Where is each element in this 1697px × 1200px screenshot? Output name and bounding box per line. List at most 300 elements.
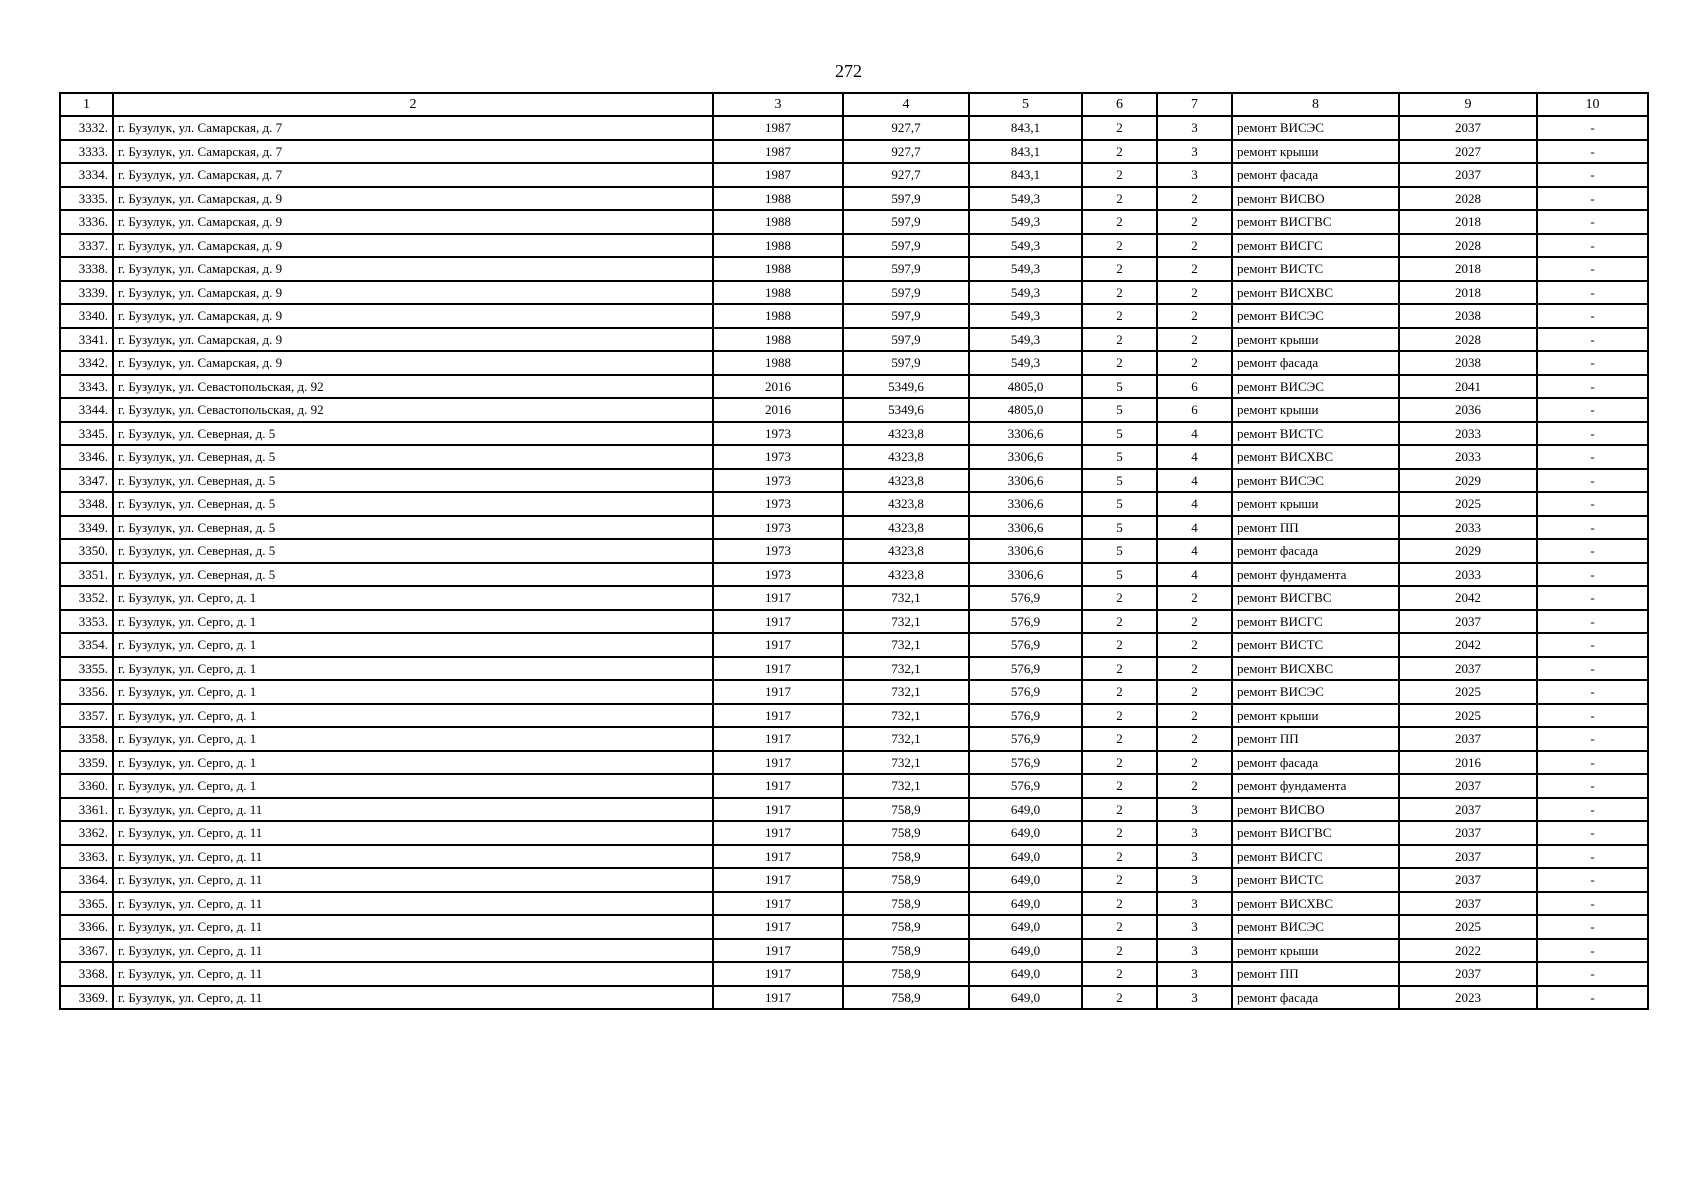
cell-entrances: 2 <box>1157 187 1232 211</box>
cell-address: г. Бузулук, ул. Самарская, д. 7 <box>113 163 713 187</box>
cell-total-area: 597,9 <box>843 351 969 375</box>
cell-note: - <box>1537 939 1648 963</box>
cell-living-area: 3306,6 <box>969 516 1082 540</box>
cell-total-area: 597,9 <box>843 234 969 258</box>
cell-floors: 2 <box>1082 586 1157 610</box>
cell-floors: 5 <box>1082 492 1157 516</box>
cell-row-number: 3337. <box>60 234 113 258</box>
cell-total-area: 597,9 <box>843 187 969 211</box>
cell-note: - <box>1537 351 1648 375</box>
cell-year-built: 1917 <box>713 845 843 869</box>
cell-year-built: 1917 <box>713 798 843 822</box>
cell-row-number: 3338. <box>60 257 113 281</box>
column-header-4: 4 <box>843 93 969 116</box>
cell-entrances: 3 <box>1157 868 1232 892</box>
column-header-3: 3 <box>713 93 843 116</box>
cell-living-area: 576,9 <box>969 586 1082 610</box>
cell-year-built: 1917 <box>713 774 843 798</box>
cell-row-number: 3359. <box>60 751 113 775</box>
cell-year-built: 1917 <box>713 751 843 775</box>
cell-total-area: 758,9 <box>843 915 969 939</box>
cell-year-built: 1988 <box>713 351 843 375</box>
cell-entrances: 3 <box>1157 116 1232 140</box>
table-row <box>60 892 1648 916</box>
table-row <box>60 257 1648 281</box>
cell-planned-year: 2037 <box>1399 116 1537 140</box>
cell-living-area: 576,9 <box>969 774 1082 798</box>
cell-address: г. Бузулук, ул. Серго, д. 11 <box>113 892 713 916</box>
cell-work-type: ремонт крыши <box>1232 140 1399 164</box>
cell-address: г. Бузулук, ул. Серго, д. 11 <box>113 845 713 869</box>
table-row <box>60 422 1648 446</box>
table-row <box>60 633 1648 657</box>
cell-row-number: 3348. <box>60 492 113 516</box>
cell-address: г. Бузулук, ул. Самарская, д. 9 <box>113 328 713 352</box>
cell-year-built: 1917 <box>713 680 843 704</box>
cell-living-area: 549,3 <box>969 257 1082 281</box>
cell-total-area: 732,1 <box>843 633 969 657</box>
cell-row-number: 3344. <box>60 398 113 422</box>
cell-planned-year: 2042 <box>1399 633 1537 657</box>
cell-address: г. Бузулук, ул. Северная, д. 5 <box>113 422 713 446</box>
cell-floors: 5 <box>1082 516 1157 540</box>
cell-work-type: ремонт ВИСТС <box>1232 257 1399 281</box>
cell-entrances: 3 <box>1157 821 1232 845</box>
cell-living-area: 649,0 <box>969 845 1082 869</box>
table-row <box>60 845 1648 869</box>
cell-address: г. Бузулук, ул. Самарская, д. 9 <box>113 281 713 305</box>
cell-note: - <box>1537 116 1648 140</box>
cell-work-type: ремонт ВИСЭС <box>1232 469 1399 493</box>
cell-work-type: ремонт ВИСХВС <box>1232 445 1399 469</box>
cell-row-number: 3333. <box>60 140 113 164</box>
cell-address: г. Бузулук, ул. Самарская, д. 9 <box>113 257 713 281</box>
cell-living-area: 649,0 <box>969 939 1082 963</box>
cell-year-built: 1987 <box>713 163 843 187</box>
cell-work-type: ремонт ВИСХВС <box>1232 281 1399 305</box>
cell-floors: 2 <box>1082 845 1157 869</box>
cell-row-number: 3356. <box>60 680 113 704</box>
cell-floors: 2 <box>1082 210 1157 234</box>
cell-floors: 2 <box>1082 915 1157 939</box>
cell-note: - <box>1537 962 1648 986</box>
cell-row-number: 3332. <box>60 116 113 140</box>
cell-floors: 2 <box>1082 234 1157 258</box>
table-row <box>60 445 1648 469</box>
column-header-5: 5 <box>969 93 1082 116</box>
cell-floors: 2 <box>1082 163 1157 187</box>
cell-note: - <box>1537 163 1648 187</box>
table-row <box>60 469 1648 493</box>
cell-living-area: 649,0 <box>969 821 1082 845</box>
column-header-2: 2 <box>113 93 713 116</box>
cell-entrances: 4 <box>1157 445 1232 469</box>
cell-work-type: ремонт ВИСЭС <box>1232 915 1399 939</box>
cell-living-area: 549,3 <box>969 281 1082 305</box>
cell-planned-year: 2041 <box>1399 375 1537 399</box>
cell-planned-year: 2037 <box>1399 962 1537 986</box>
cell-row-number: 3350. <box>60 539 113 563</box>
cell-floors: 5 <box>1082 563 1157 587</box>
cell-address: г. Бузулук, ул. Серго, д. 11 <box>113 986 713 1010</box>
table-row <box>60 939 1648 963</box>
cell-year-built: 1973 <box>713 539 843 563</box>
cell-total-area: 732,1 <box>843 586 969 610</box>
cell-floors: 2 <box>1082 986 1157 1010</box>
cell-total-area: 4323,8 <box>843 445 969 469</box>
cell-total-area: 5349,6 <box>843 375 969 399</box>
cell-address: г. Бузулук, ул. Северная, д. 5 <box>113 563 713 587</box>
cell-planned-year: 2037 <box>1399 798 1537 822</box>
cell-note: - <box>1537 751 1648 775</box>
cell-note: - <box>1537 680 1648 704</box>
cell-address: г. Бузулук, ул. Серго, д. 11 <box>113 821 713 845</box>
cell-living-area: 843,1 <box>969 116 1082 140</box>
cell-total-area: 4323,8 <box>843 516 969 540</box>
cell-planned-year: 2025 <box>1399 680 1537 704</box>
cell-planned-year: 2037 <box>1399 868 1537 892</box>
cell-entrances: 3 <box>1157 986 1232 1010</box>
cell-floors: 5 <box>1082 422 1157 446</box>
cell-planned-year: 2033 <box>1399 563 1537 587</box>
cell-total-area: 597,9 <box>843 281 969 305</box>
cell-note: - <box>1537 445 1648 469</box>
cell-total-area: 5349,6 <box>843 398 969 422</box>
cell-total-area: 4323,8 <box>843 563 969 587</box>
cell-address: г. Бузулук, ул. Серго, д. 1 <box>113 657 713 681</box>
cell-floors: 2 <box>1082 798 1157 822</box>
cell-floors: 5 <box>1082 375 1157 399</box>
cell-year-built: 1917 <box>713 633 843 657</box>
table-row <box>60 821 1648 845</box>
cell-entrances: 2 <box>1157 586 1232 610</box>
column-header-10: 10 <box>1537 93 1648 116</box>
cell-row-number: 3355. <box>60 657 113 681</box>
cell-work-type: ремонт крыши <box>1232 939 1399 963</box>
cell-note: - <box>1537 422 1648 446</box>
cell-row-number: 3368. <box>60 962 113 986</box>
cell-total-area: 758,9 <box>843 868 969 892</box>
cell-row-number: 3364. <box>60 868 113 892</box>
cell-year-built: 1917 <box>713 657 843 681</box>
cell-year-built: 1973 <box>713 469 843 493</box>
cell-planned-year: 2018 <box>1399 210 1537 234</box>
cell-address: г. Бузулук, ул. Серго, д. 1 <box>113 704 713 728</box>
cell-entrances: 3 <box>1157 798 1232 822</box>
cell-entrances: 3 <box>1157 140 1232 164</box>
cell-planned-year: 2037 <box>1399 821 1537 845</box>
cell-planned-year: 2037 <box>1399 774 1537 798</box>
cell-total-area: 732,1 <box>843 727 969 751</box>
cell-note: - <box>1537 586 1648 610</box>
cell-note: - <box>1537 234 1648 258</box>
cell-note: - <box>1537 140 1648 164</box>
cell-row-number: 3367. <box>60 939 113 963</box>
cell-work-type: ремонт фасада <box>1232 351 1399 375</box>
cell-floors: 2 <box>1082 939 1157 963</box>
table-row <box>60 798 1648 822</box>
cell-total-area: 732,1 <box>843 680 969 704</box>
cell-note: - <box>1537 187 1648 211</box>
cell-year-built: 1917 <box>713 939 843 963</box>
table-row <box>60 398 1648 422</box>
cell-entrances: 2 <box>1157 633 1232 657</box>
table-row <box>60 281 1648 305</box>
cell-planned-year: 2037 <box>1399 727 1537 751</box>
cell-floors: 5 <box>1082 539 1157 563</box>
cell-floors: 2 <box>1082 633 1157 657</box>
cell-entrances: 2 <box>1157 657 1232 681</box>
cell-floors: 2 <box>1082 257 1157 281</box>
table-row <box>60 187 1648 211</box>
cell-work-type: ремонт ПП <box>1232 516 1399 540</box>
cell-entrances: 2 <box>1157 704 1232 728</box>
cell-living-area: 549,3 <box>969 187 1082 211</box>
cell-note: - <box>1537 469 1648 493</box>
cell-year-built: 1988 <box>713 281 843 305</box>
cell-living-area: 3306,6 <box>969 445 1082 469</box>
table-row <box>60 234 1648 258</box>
cell-address: г. Бузулук, ул. Серго, д. 1 <box>113 774 713 798</box>
cell-year-built: 1987 <box>713 116 843 140</box>
cell-floors: 2 <box>1082 187 1157 211</box>
cell-address: г. Бузулук, ул. Серго, д. 1 <box>113 751 713 775</box>
cell-year-built: 1988 <box>713 257 843 281</box>
cell-work-type: ремонт ПП <box>1232 962 1399 986</box>
cell-note: - <box>1537 563 1648 587</box>
cell-floors: 2 <box>1082 821 1157 845</box>
cell-row-number: 3339. <box>60 281 113 305</box>
cell-work-type: ремонт крыши <box>1232 398 1399 422</box>
cell-living-area: 3306,6 <box>969 422 1082 446</box>
cell-planned-year: 2042 <box>1399 586 1537 610</box>
cell-living-area: 649,0 <box>969 868 1082 892</box>
cell-living-area: 576,9 <box>969 727 1082 751</box>
cell-entrances: 6 <box>1157 398 1232 422</box>
cell-total-area: 758,9 <box>843 798 969 822</box>
cell-address: г. Бузулук, ул. Северная, д. 5 <box>113 469 713 493</box>
cell-floors: 2 <box>1082 116 1157 140</box>
cell-note: - <box>1537 633 1648 657</box>
cell-work-type: ремонт ВИСГС <box>1232 234 1399 258</box>
cell-total-area: 732,1 <box>843 657 969 681</box>
cell-year-built: 1973 <box>713 422 843 446</box>
cell-note: - <box>1537 328 1648 352</box>
cell-floors: 2 <box>1082 281 1157 305</box>
cell-row-number: 3346. <box>60 445 113 469</box>
cell-row-number: 3365. <box>60 892 113 916</box>
cell-floors: 5 <box>1082 398 1157 422</box>
cell-living-area: 649,0 <box>969 986 1082 1010</box>
cell-work-type: ремонт фундамента <box>1232 774 1399 798</box>
cell-row-number: 3369. <box>60 986 113 1010</box>
cell-living-area: 649,0 <box>969 892 1082 916</box>
cell-planned-year: 2029 <box>1399 469 1537 493</box>
table-row <box>60 774 1648 798</box>
cell-entrances: 2 <box>1157 304 1232 328</box>
cell-row-number: 3347. <box>60 469 113 493</box>
cell-living-area: 4805,0 <box>969 375 1082 399</box>
cell-planned-year: 2038 <box>1399 351 1537 375</box>
cell-entrances: 3 <box>1157 962 1232 986</box>
cell-row-number: 3363. <box>60 845 113 869</box>
cell-living-area: 843,1 <box>969 140 1082 164</box>
cell-note: - <box>1537 304 1648 328</box>
cell-entrances: 2 <box>1157 351 1232 375</box>
cell-planned-year: 2027 <box>1399 140 1537 164</box>
cell-living-area: 3306,6 <box>969 563 1082 587</box>
cell-address: г. Бузулук, ул. Северная, д. 5 <box>113 492 713 516</box>
table-row <box>60 163 1648 187</box>
cell-living-area: 576,9 <box>969 680 1082 704</box>
table-row <box>60 563 1648 587</box>
cell-note: - <box>1537 539 1648 563</box>
cell-planned-year: 2018 <box>1399 257 1537 281</box>
cell-year-built: 1917 <box>713 915 843 939</box>
cell-floors: 2 <box>1082 657 1157 681</box>
table-row <box>60 375 1648 399</box>
cell-year-built: 2016 <box>713 398 843 422</box>
cell-floors: 2 <box>1082 680 1157 704</box>
table-header-row <box>60 93 1648 116</box>
cell-living-area: 576,9 <box>969 633 1082 657</box>
cell-living-area: 576,9 <box>969 610 1082 634</box>
cell-entrances: 4 <box>1157 422 1232 446</box>
cell-living-area: 649,0 <box>969 798 1082 822</box>
cell-floors: 2 <box>1082 328 1157 352</box>
cell-row-number: 3349. <box>60 516 113 540</box>
cell-work-type: ремонт ВИСВО <box>1232 798 1399 822</box>
cell-row-number: 3361. <box>60 798 113 822</box>
cell-total-area: 597,9 <box>843 210 969 234</box>
table-row <box>60 140 1648 164</box>
cell-total-area: 597,9 <box>843 304 969 328</box>
cell-year-built: 1917 <box>713 892 843 916</box>
cell-entrances: 2 <box>1157 210 1232 234</box>
cell-year-built: 1973 <box>713 492 843 516</box>
cell-address: г. Бузулук, ул. Самарская, д. 9 <box>113 210 713 234</box>
cell-row-number: 3342. <box>60 351 113 375</box>
cell-total-area: 758,9 <box>843 821 969 845</box>
cell-planned-year: 2037 <box>1399 163 1537 187</box>
cell-total-area: 597,9 <box>843 257 969 281</box>
table-row <box>60 751 1648 775</box>
cell-address: г. Бузулук, ул. Серго, д. 1 <box>113 610 713 634</box>
table-row <box>60 210 1648 234</box>
cell-year-built: 1917 <box>713 821 843 845</box>
cell-address: г. Бузулук, ул. Самарская, д. 9 <box>113 187 713 211</box>
cell-planned-year: 2018 <box>1399 281 1537 305</box>
cell-floors: 2 <box>1082 962 1157 986</box>
cell-note: - <box>1537 516 1648 540</box>
cell-row-number: 3357. <box>60 704 113 728</box>
table-row <box>60 657 1648 681</box>
cell-work-type: ремонт ВИСТС <box>1232 633 1399 657</box>
cell-entrances: 2 <box>1157 257 1232 281</box>
cell-year-built: 1917 <box>713 986 843 1010</box>
cell-floors: 2 <box>1082 704 1157 728</box>
cell-row-number: 3366. <box>60 915 113 939</box>
table-row <box>60 704 1648 728</box>
cell-total-area: 732,1 <box>843 774 969 798</box>
cell-work-type: ремонт крыши <box>1232 704 1399 728</box>
cell-year-built: 1973 <box>713 445 843 469</box>
table-row <box>60 351 1648 375</box>
cell-work-type: ремонт ВИСГС <box>1232 610 1399 634</box>
cell-living-area: 576,9 <box>969 657 1082 681</box>
cell-entrances: 2 <box>1157 328 1232 352</box>
cell-year-built: 1988 <box>713 328 843 352</box>
cell-total-area: 758,9 <box>843 962 969 986</box>
cell-address: г. Бузулук, ул. Северная, д. 5 <box>113 516 713 540</box>
cell-living-area: 576,9 <box>969 704 1082 728</box>
cell-planned-year: 2025 <box>1399 915 1537 939</box>
cell-entrances: 3 <box>1157 845 1232 869</box>
cell-address: г. Бузулук, ул. Серго, д. 11 <box>113 939 713 963</box>
cell-living-area: 549,3 <box>969 304 1082 328</box>
cell-total-area: 732,1 <box>843 704 969 728</box>
cell-row-number: 3352. <box>60 586 113 610</box>
cell-address: г. Бузулук, ул. Серго, д. 1 <box>113 727 713 751</box>
table-row <box>60 328 1648 352</box>
cell-address: г. Бузулук, ул. Севастопольская, д. 92 <box>113 398 713 422</box>
cell-total-area: 4323,8 <box>843 469 969 493</box>
cell-living-area: 649,0 <box>969 915 1082 939</box>
cell-total-area: 758,9 <box>843 892 969 916</box>
cell-planned-year: 2037 <box>1399 610 1537 634</box>
cell-address: г. Бузулук, ул. Серго, д. 11 <box>113 868 713 892</box>
cell-address: г. Бузулук, ул. Серго, д. 11 <box>113 962 713 986</box>
cell-work-type: ремонт ПП <box>1232 727 1399 751</box>
cell-planned-year: 2028 <box>1399 328 1537 352</box>
column-header-8: 8 <box>1232 93 1399 116</box>
cell-planned-year: 2033 <box>1399 422 1537 446</box>
column-header-7: 7 <box>1157 93 1232 116</box>
cell-planned-year: 2033 <box>1399 445 1537 469</box>
cell-row-number: 3334. <box>60 163 113 187</box>
cell-living-area: 3306,6 <box>969 469 1082 493</box>
cell-planned-year: 2036 <box>1399 398 1537 422</box>
cell-address: г. Бузулук, ул. Серго, д. 1 <box>113 680 713 704</box>
cell-total-area: 927,7 <box>843 163 969 187</box>
cell-entrances: 2 <box>1157 234 1232 258</box>
cell-total-area: 4323,8 <box>843 492 969 516</box>
cell-entrances: 2 <box>1157 774 1232 798</box>
cell-year-built: 1988 <box>713 304 843 328</box>
cell-planned-year: 2016 <box>1399 751 1537 775</box>
cell-total-area: 758,9 <box>843 845 969 869</box>
cell-year-built: 2016 <box>713 375 843 399</box>
table-row <box>60 116 1648 140</box>
cell-work-type: ремонт ВИСЭС <box>1232 680 1399 704</box>
cell-address: г. Бузулук, ул. Серго, д. 11 <box>113 915 713 939</box>
cell-note: - <box>1537 821 1648 845</box>
cell-total-area: 4323,8 <box>843 422 969 446</box>
cell-row-number: 3353. <box>60 610 113 634</box>
cell-work-type: ремонт ВИСХВС <box>1232 892 1399 916</box>
cell-note: - <box>1537 986 1648 1010</box>
cell-year-built: 1917 <box>713 704 843 728</box>
cell-living-area: 549,3 <box>969 210 1082 234</box>
cell-year-built: 1988 <box>713 234 843 258</box>
cell-total-area: 758,9 <box>843 986 969 1010</box>
cell-entrances: 4 <box>1157 539 1232 563</box>
cell-floors: 5 <box>1082 445 1157 469</box>
cell-work-type: ремонт ВИСГС <box>1232 845 1399 869</box>
cell-work-type: ремонт ВИСЭС <box>1232 304 1399 328</box>
cell-planned-year: 2029 <box>1399 539 1537 563</box>
cell-floors: 2 <box>1082 751 1157 775</box>
